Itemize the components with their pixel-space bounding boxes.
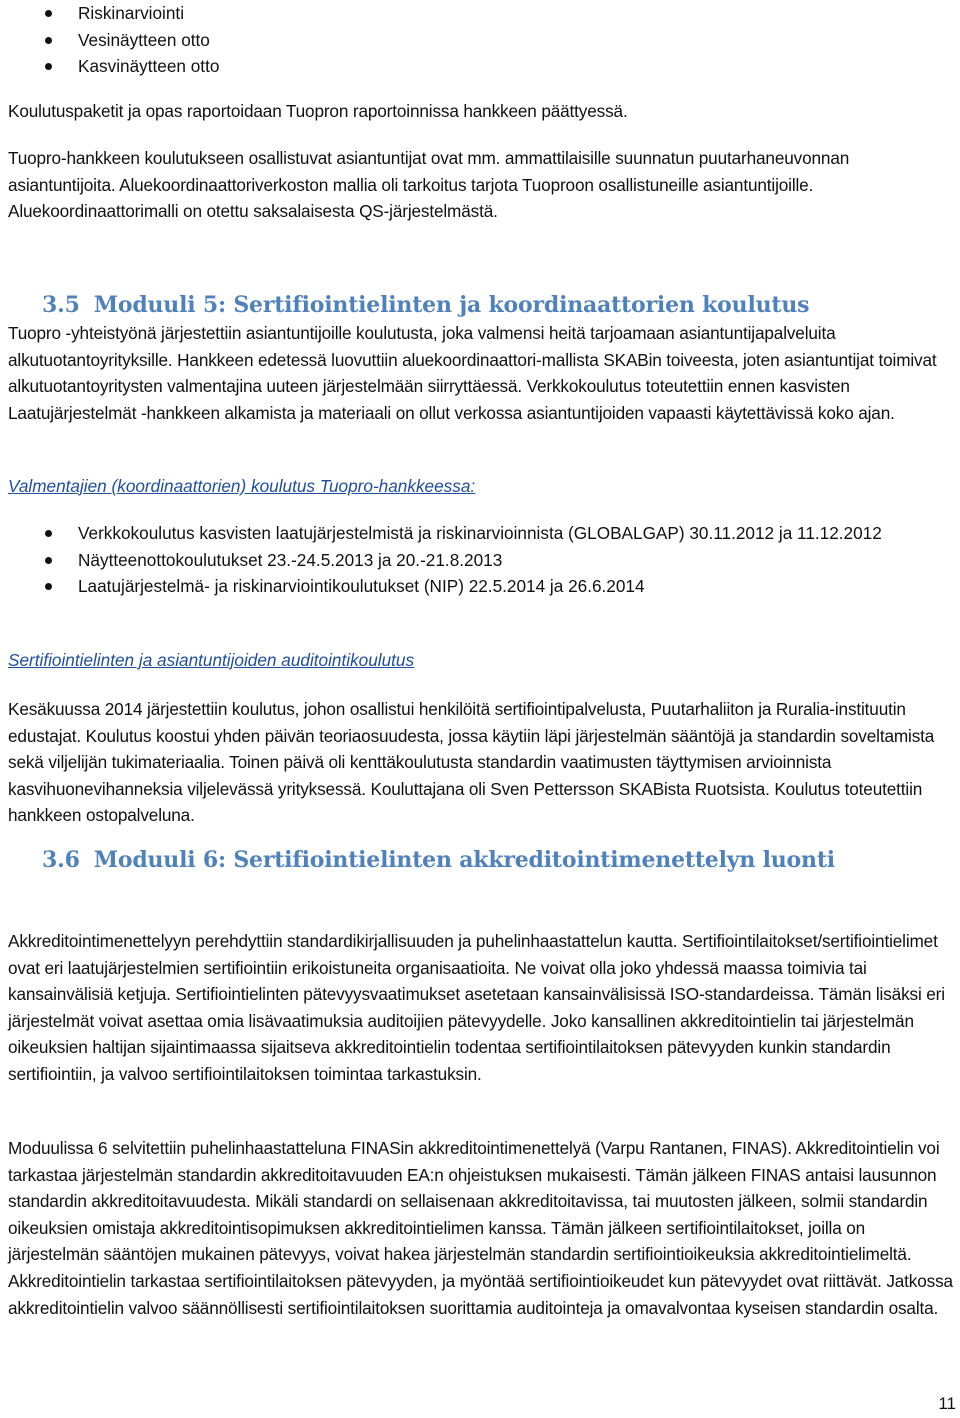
section-title: Moduuli 5: Sertifiointielinten ja koordinaattorien koulutus: [93, 292, 810, 318]
subheading-trainers: Valmentajien (koordinaattorien) koulutus Tuopro-hankkeessa:: [8, 476, 476, 496]
page-number: 11: [938, 1394, 956, 1413]
paragraph-accreditation: Akkreditointimenettelyyn perehdyttiin standardikirjallisuuden ja puhelinhaastattelun kautta. Sertifiointilaitokset/sertifiointielimet ovat eri laatujärjestelmien sertifiointiin erikoistuneita organisaatioita. Ne voivat olla joko yhdessä maassa toimivia tai kansainvälisiä ketjuja. Sertifiointielinten pätevyysvaatimukset asetetaan kansainvälisissä ISO-standardeissa. Tämän lisäksi eri järjestelmät voivat asettaa omia lisävaatimuksia auditoijien pätevyydelle. Joko kansallinen akkreditointielin tai järjestelmän oikeuksien haltijan sijaintimaassa sijaitseva akkreditointielin todentaa sertifiointilaitoksen pätevyyden kunkin standardin sertifiointiin, ja valvoo sertifiointilaitoksen toimintaa tarkastuksin.: [8, 931, 945, 1084]
bullet-icon: [45, 530, 52, 537]
section-number: 3.5: [42, 292, 80, 318]
list-item: Laatujärjestelmä- ja riskinarviointikoulutukset (NIP) 22.5.2014 ja 26.6.2014: [0, 573, 918, 600]
bullet-icon: [45, 557, 52, 564]
list-item: Vesinäytteen otto: [0, 27, 918, 54]
list-item: Riskinarviointi: [0, 0, 918, 27]
bullet-icon: [45, 63, 52, 70]
section-heading-3-6: [42, 847, 835, 873]
list-item: Verkkokoulutus kasvisten laatujärjestelmistä ja riskinarvioinnista (GLOBALGAP) 30.11.2012 ja 11.12.2012: [0, 520, 918, 547]
list-item: Kasvinäytteen otto: [0, 53, 918, 80]
top-bullet-list: [0, 0, 918, 80]
paragraph-participants: Tuopro-hankkeen koulutukseen osallistuvat asiantuntijat ovat mm. ammattilaisille suunnatun puutarhaneuvonnan asiantuntijoita. Aluekoordinaattoriverkoston mallia oli tarkoitus tarjota Tuoproon osallistuneille asiantuntijoille. Aluekoordinaattorimalli on otettu saksalaisesta QS-järjestelmästä.: [8, 148, 850, 222]
paragraph-module5: Tuopro -yhteistyönä järjestettiin asiantuntijoille koulutusta, joka valmensi heitä tarjoamaan asiantuntijapalveluita alkutuotantoyrityksille. Hankkeen edetessä luovuttiin aluekoordinaattori-mallista SKABin toiveesta, joten asiantuntijat toimivat alkutuotantoyritysten valmentajina uuteen järjestelmään siirryttäessä. Verkkokoulutus toteutettiin ennen kasvisten Laatujärjestelmät -hankkeen alkamista ja materiaali on ollut verkossa asiantuntijoiden vapaasti käytettävissä koko ajan.: [8, 323, 937, 423]
bullet-icon: [45, 10, 52, 17]
paragraph-reporting: Koulutuspaketit ja opas raportoidaan Tuopron raportoinnissa hankkeen päättyessä.: [8, 101, 628, 121]
list-item: Näytteenottokoulutukset 23.-24.5.2013 ja 20.-21.8.2013: [0, 547, 918, 574]
subheading-audit-training: Sertifiointielinten ja asiantuntijoiden auditointikoulutus: [8, 650, 415, 670]
section-heading-3-5: [42, 292, 809, 318]
bullet-icon: [45, 37, 52, 44]
section-number: 3.6: [42, 847, 80, 873]
section-title: Moduuli 6: Sertifiointielinten akkreditointimenettelyn luonti: [93, 847, 835, 873]
bullet-icon: [45, 583, 52, 590]
paragraph-finas: Moduulissa 6 selvitettiin puhelinhaastatteluna FINASin akkreditointimenettelyä (Varpu Rantanen, FINAS). Akkreditointielin voi tarkastaa järjestelmän standardin akkreditoitavuuden EA:n ohjeistuksen mukaisesti. Tämän jälkeen FINAS antaisi lausunnon standardin akkreditoitavuudesta. Mikäli standardi on sellaisenaan akkreditoitavissa, tai muutosten jälkeen, solmii standardin oikeuksien omistaja akkreditointisopimuksen akkreditointielimen kanssa. Tämän jälkeen sertifiointilaitokset, joilla on järjestelmän sääntöjen mukainen pätevyys, voivat hakea järjestelmän standardin sertifiointioikeuksia akkreditointielimeltä. Akkreditointielin tarkastaa sertifiointilaitoksen pätevyyden, ja myöntää sertifiointioikeudet kun pätevyydet ovat riittävät. Jatkossa akkreditointielin valvoo säännöllisesti sertifiointilaitoksen suorittamia auditointeja ja omavalvontaa kyseisen standardin osalta.: [8, 1138, 953, 1318]
paragraph-audit-training: Kesäkuussa 2014 järjestettiin koulutus, johon osallistui henkilöitä sertifiointipalvelusta, Puutarhaliiton ja Ruralia-instituutin edustajat. Koulutus koostui yhden päivän teoriaosuudesta, jossa käytiin läpi järjestelmän sääntöjä ja standardin soveltamista sekä viljelijän tukimateriaalia. Toinen päivä oli kenttäkoulutusta standardin vaatimusten täyttymisen arvioinnista kasvihuonevihanneksia viljelevässä yrityksessä. Kouluttajana oli Sven Pettersson SKABista Ruotsista. Koulutus toteutettiin hankkeen ostopalveluna.: [8, 699, 935, 826]
training-bullet-list: [0, 520, 918, 600]
